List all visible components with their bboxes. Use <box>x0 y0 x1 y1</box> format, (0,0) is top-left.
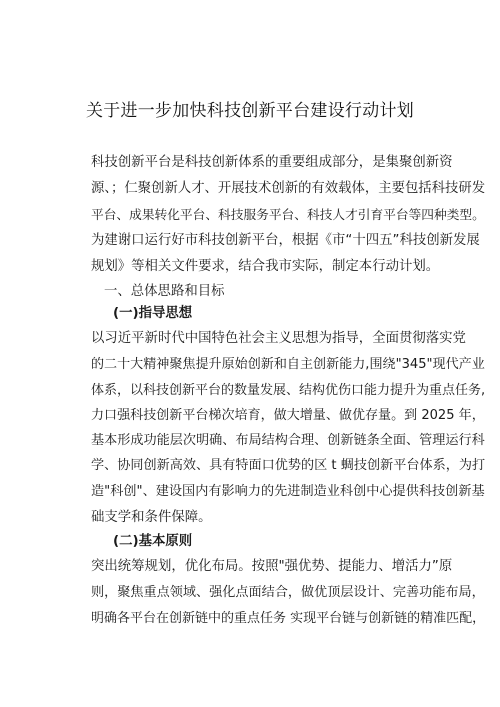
paragraph-line: 为建谢口运行好市科技创新平台，根据《市“十四五”科技创新发展 <box>91 233 480 248</box>
paragraph-line: 础支学和条件保障。 <box>91 510 212 525</box>
section-heading: 一、总体思路和目标 <box>104 284 225 299</box>
paragraph-line: 学、协同创新高效、具有特面口优势的区 t 蜩技创新平台体系，为打 <box>91 458 486 473</box>
subsection-heading: (二)基本原则 <box>113 534 193 549</box>
paragraph-line: 突出统筹规划，优化布局。按照"强优势、提能力、增活力”原 <box>91 559 453 574</box>
paragraph-line: 力口强科技创新平台梯次培育，做大增量、做优存量。到 2025 年， <box>91 408 485 423</box>
paragraph-line: 源、；仁聚创新人才、开展技术创新的有效载体，主要包括科技研发 <box>91 181 486 196</box>
paragraph-line: 则，聚焦重点领域、强化点面结合，做优顶层设计、完善功能布局， <box>91 585 485 600</box>
paragraph-line: 基本形成功能层次明确、布局结构合理、创新链条全面、管理运行科 <box>91 433 485 448</box>
document-title: 关于进一步加快科技创新平台建设行动计划 <box>85 101 415 121</box>
paragraph-line: 的二十大精神聚焦提升原始创新和自主创新能力,围绕"345"现代产业 <box>91 357 485 372</box>
paragraph-line: 规划》等相关文件要求，结合我市实际，制定本行动计划。 <box>91 259 440 274</box>
paragraph-line: 体系，以科技创新平台的数量发展、结构优伤口能力提升为重点任务, <box>91 383 486 398</box>
paragraph-line: 明确各平台在创新链中的重点任务 实现平台链与创新链的精准匹配， <box>91 611 486 626</box>
paragraph-line: 科技创新平台是科技创新体系的重要组成部分，是集聚创新资 <box>91 155 453 170</box>
subsection-heading: (一)指导思想 <box>113 306 193 321</box>
paragraph-line: 造"科创"、建设国内有影响力的先进制造业科创中心提供科技创新基 <box>91 484 485 499</box>
paragraph-line: 平台、成果转化平台、科技服务平台、科技人才引育平台等四种类型。 <box>91 207 485 222</box>
paragraph-line: 以习近平新时代中国特色社会主义思想为指导，全面贯彻落实党 <box>91 331 466 346</box>
